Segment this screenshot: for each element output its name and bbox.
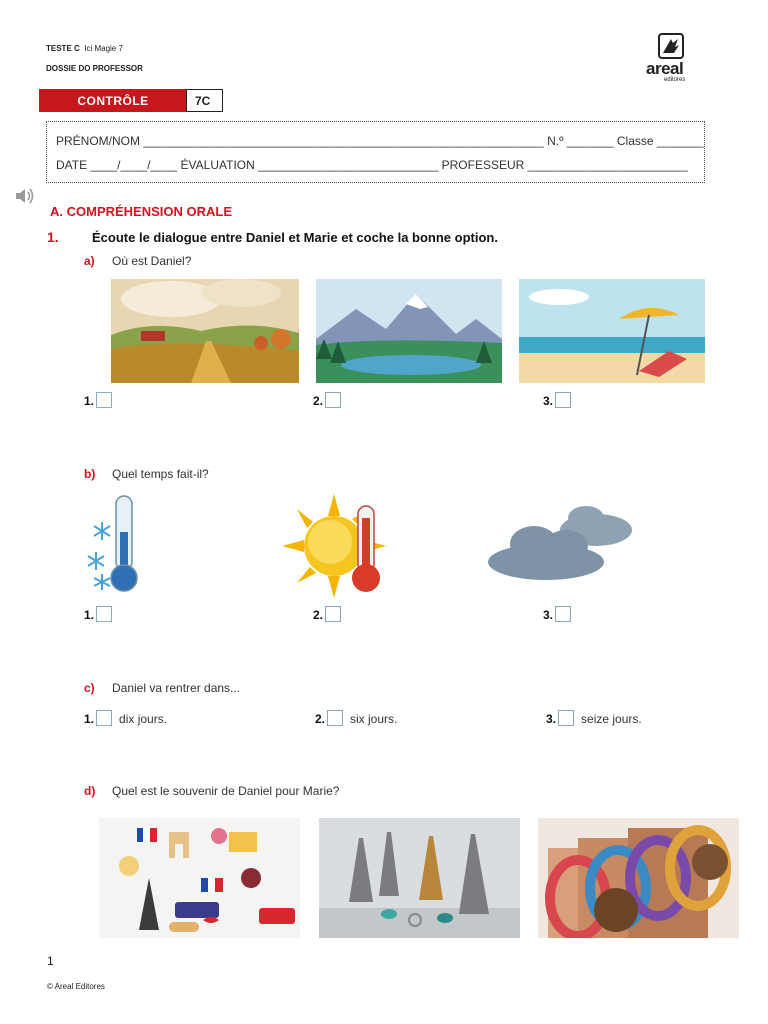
checkbox[interactable]: [96, 392, 112, 408]
checkbox[interactable]: [327, 710, 343, 726]
item-a-letter: a): [84, 254, 95, 268]
countryside-image: [111, 279, 299, 383]
item-a-option-1[interactable]: 1.: [84, 392, 112, 408]
page-number: 1: [47, 954, 54, 968]
mountain-lake-image: [316, 279, 502, 383]
logo-mark-icon: [658, 33, 684, 59]
question-number: 1.: [47, 229, 59, 245]
item-b-option-2[interactable]: 2.: [313, 606, 341, 622]
item-a-option-3[interactable]: 3.: [543, 392, 571, 408]
checkbox[interactable]: [96, 606, 112, 622]
item-c-option-2[interactable]: 2. six jours.: [315, 712, 398, 726]
publisher-logo: [646, 33, 704, 85]
test-header: [46, 44, 123, 53]
paris-stickers-image: [99, 818, 300, 938]
checkbox[interactable]: [96, 710, 112, 726]
checkbox[interactable]: [325, 606, 341, 622]
question-text: Écoute le dialogue entre Daniel et Marie et coche la bonne option.: [92, 230, 498, 245]
test-label: TESTE C: [46, 44, 80, 53]
sun-thermometer-image: [280, 492, 396, 600]
date-evaluation-line[interactable]: DATE ____/____/____ ÉVALUATION ___________________________ PROFESSEUR ________________________: [56, 158, 688, 172]
bracelets-image: [538, 818, 739, 938]
section-title: A. COMPRÉHENSION ORALE: [50, 204, 233, 219]
checkbox[interactable]: [555, 606, 571, 622]
controle-badge: CONTRÔLE: [39, 89, 187, 112]
beach-image: [519, 279, 705, 383]
cold-thermometer-image: [78, 492, 158, 596]
checkbox[interactable]: [558, 710, 574, 726]
name-number-line[interactable]: PRÉNOM/NOM ____________________________________________________________ N.º _______ Classe _______: [56, 134, 704, 148]
item-c-question: Daniel va rentrer dans...: [112, 681, 241, 695]
item-b-option-3[interactable]: 3.: [543, 606, 571, 622]
answer-text: seize jours.: [581, 712, 642, 726]
eiffel-keychains-image: [319, 818, 520, 938]
item-c-option-3[interactable]: 3. seize jours.: [546, 712, 642, 726]
checkbox[interactable]: [325, 392, 341, 408]
item-a-question: Où est Daniel?: [112, 254, 192, 268]
logo-subtext: editores: [664, 77, 686, 83]
clouds-image: [486, 504, 636, 584]
item-c-letter: c): [84, 681, 95, 695]
copyright: © Areal Editores: [47, 982, 105, 991]
item-a-option-2[interactable]: 2.: [313, 392, 341, 408]
item-d-question: Quel est le souvenir de Daniel pour Marie?: [112, 784, 340, 798]
speaker-icon[interactable]: [14, 186, 36, 206]
logo-text: areal: [646, 59, 684, 78]
dossier-label: DOSSIE DO PROFESSOR: [46, 64, 143, 73]
book-title: Ici Magie 7: [84, 44, 123, 53]
checkbox[interactable]: [555, 392, 571, 408]
student-info-box: [46, 121, 705, 183]
answer-text: dix jours.: [119, 712, 168, 726]
item-c-option-1[interactable]: 1. dix jours.: [84, 712, 168, 726]
test-code: 7C: [186, 89, 223, 112]
item-b-option-1[interactable]: 1.: [84, 606, 112, 622]
answer-text: six jours.: [350, 712, 398, 726]
item-d-letter: d): [84, 784, 96, 798]
item-b-question: Quel temps fait-il?: [112, 467, 209, 481]
item-b-letter: b): [84, 467, 96, 481]
